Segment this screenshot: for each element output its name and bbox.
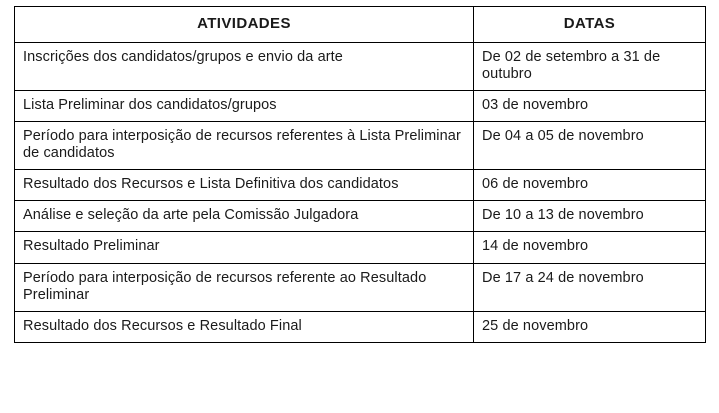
cell-date: 06 de novembro (474, 170, 706, 201)
cell-activity: Período para interposição de recursos referente ao Resultado Preliminar (15, 263, 474, 311)
cell-date: 14 de novembro (474, 232, 706, 263)
cell-activity: Análise e seleção da arte pela Comissão Julgadora (15, 201, 474, 232)
cell-activity: Resultado dos Recursos e Lista Definitiva dos candidatos (15, 170, 474, 201)
table-row (15, 311, 706, 342)
cell-date: De 17 a 24 de novembro (474, 263, 706, 311)
cell-activity: Lista Preliminar dos candidatos/grupos (15, 90, 474, 121)
cell-date: De 04 a 05 de novembro (474, 122, 706, 170)
cell-date: De 02 de setembro a 31 de outubro (474, 42, 706, 90)
column-header-dates: DATAS (474, 7, 706, 43)
cell-date: 03 de novembro (474, 90, 706, 121)
cell-activity: Inscrições dos candidatos/grupos e envio da arte (15, 42, 474, 90)
table-row (15, 170, 706, 201)
table-row (15, 232, 706, 263)
cell-date: 25 de novembro (474, 311, 706, 342)
cell-activity: Período para interposição de recursos referentes à Lista Preliminar de candidatos (15, 122, 474, 170)
table-header-row (15, 7, 706, 43)
table-header (15, 7, 706, 43)
table-row (15, 42, 706, 90)
table-row (15, 263, 706, 311)
cell-date: De 10 a 13 de novembro (474, 201, 706, 232)
table-row (15, 90, 706, 121)
table-row (15, 201, 706, 232)
table-row (15, 122, 706, 170)
column-header-activities: ATIVIDADES (15, 7, 474, 43)
cronograma-table (14, 6, 706, 343)
cell-activity: Resultado dos Recursos e Resultado Final (15, 311, 474, 342)
cell-activity: Resultado Preliminar (15, 232, 474, 263)
table-body (15, 42, 706, 342)
